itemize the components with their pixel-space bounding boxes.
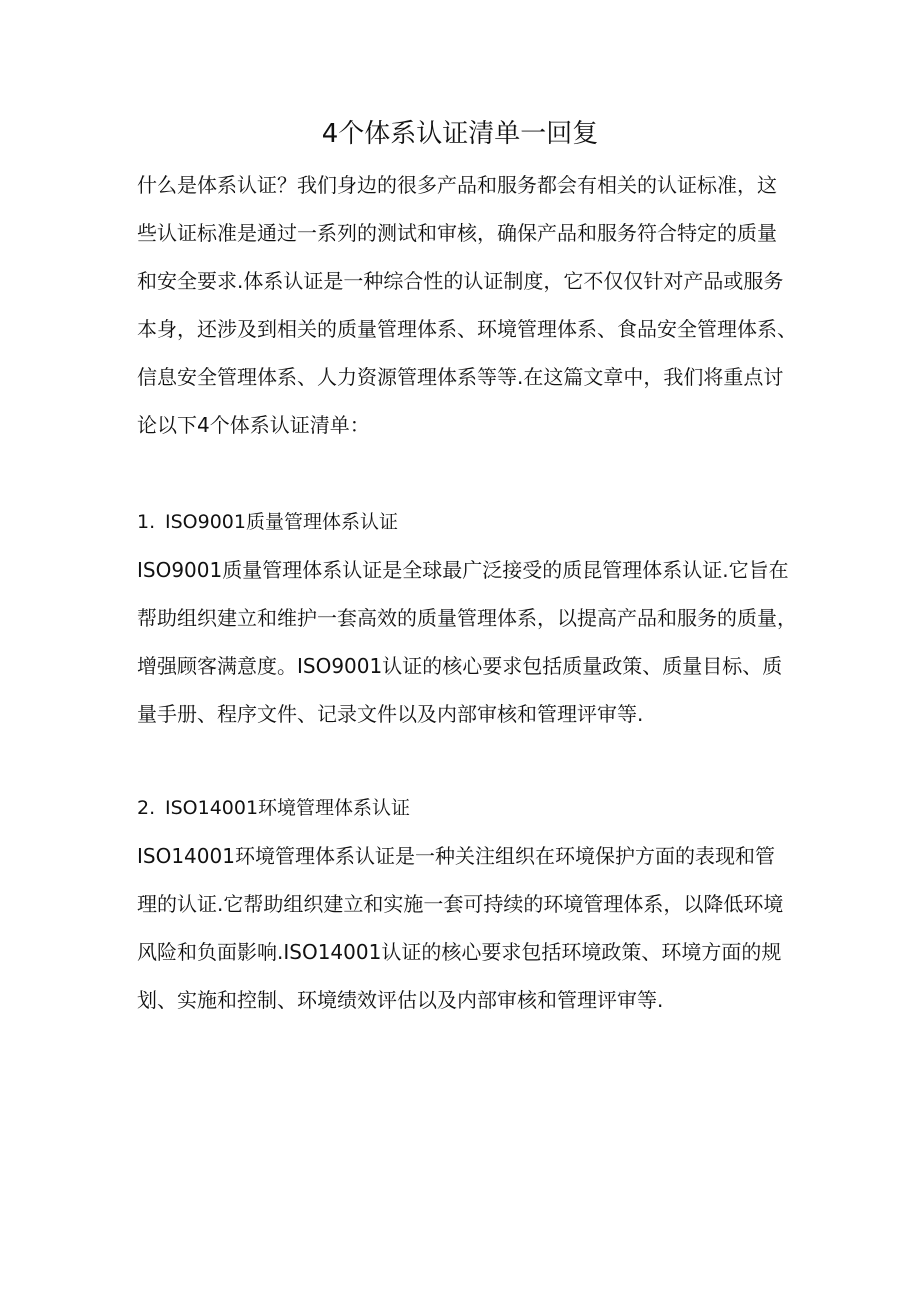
section-line: 增强顾客满意度。ISO9001认证的核心要求包括质量政策、质量目标、质 (137, 654, 783, 678)
section-line: ISO9001质量管理体系认证是全球最广泛接受的质昆管理体系认证.它旨在 (137, 558, 789, 582)
intro-line: 和安全要求.体系认证是一种综合性的认证制度，它不仅仅针对产品或服务 (137, 269, 784, 293)
section-2-paragraph (137, 832, 792, 1024)
section-number: 1. (137, 511, 156, 533)
section-1-heading (137, 498, 792, 546)
section-title: ISO14001环境管理体系认证 (165, 797, 411, 819)
intro-line: 什么是体系认证？我们身边的很多产品和服务都会有相关的认证标准，这 (137, 173, 777, 197)
section-line: 划、实施和控制、环境绩效评估以及内部审核和管理评审等. (137, 988, 664, 1012)
section-1-paragraph (137, 546, 797, 738)
section-number: 2. (137, 797, 156, 819)
section-line: 量手册、程序文件、记录文件以及内部审核和管理评审等. (137, 702, 644, 726)
section-2-heading (137, 784, 792, 832)
intro-line: 本身，还涉及到相关的质量管理体系、环境管理体系、食品安全管理体系、 (137, 317, 797, 341)
intro-paragraph (137, 161, 797, 449)
section-line: 帮助组织建立和维护一套高效的质量管理体系，以提高产品和服务的质量， (137, 606, 797, 630)
intro-line: 些认证标准是通过一系列的测试和审核，确保产品和服务符合特定的质量 (137, 221, 777, 245)
section-line: ISO14001环境管理体系认证是一种关注组织在环境保护方面的表现和管 (137, 844, 775, 868)
intro-line: 论以下4个体系认证清单： (137, 413, 370, 437)
section-line: 风险和负面影响.ISO14001认证的核心要求包括环境政策、环境方面的规 (137, 940, 782, 964)
section-title: ISO9001质量管理体系认证 (165, 511, 398, 533)
document-title: 4个体系认证清单一回复 (321, 119, 599, 149)
section-line: 理的认证.它帮助组织建立和实施一套可持续的环境管理体系，以降低环境 (137, 892, 784, 916)
intro-line: 信息安全管理体系、人力资源管理体系等等.在这篇文章中，我们将重点讨 (137, 365, 784, 389)
